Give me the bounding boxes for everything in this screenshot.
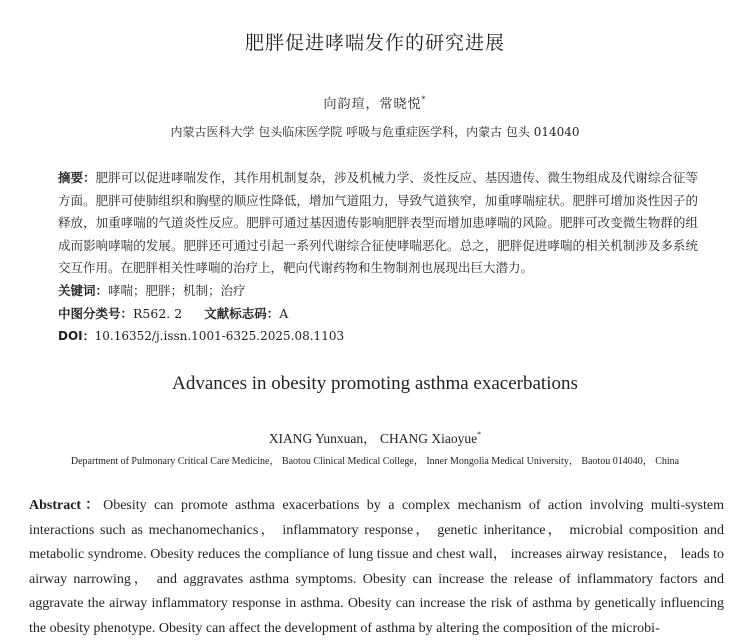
clc-label: 中图分类号： bbox=[58, 306, 134, 321]
keywords-label: 关键词： bbox=[58, 283, 109, 298]
english-author-names: XIANG Yunxuan， CHANG Xiaoyue bbox=[268, 431, 478, 446]
corresponding-author-mark: * bbox=[421, 95, 427, 104]
keywords-value: 哮喘；肥胖；机制；治疗 bbox=[108, 283, 246, 298]
classification-line bbox=[58, 305, 288, 323]
chinese-author-names: 向韵瑄，常晓悦 bbox=[323, 97, 422, 112]
english-affiliation: Department of Pulmonary Critical Care Medicine， Baotou Clinical Medical College， Inner Mongolia Medical University， Baotou 014040， China bbox=[70, 456, 680, 467]
doi-value[interactable]: 10.16352/j.issn.1001-6325.2025.08.1103 bbox=[94, 329, 345, 343]
chinese-keywords bbox=[58, 282, 246, 300]
chinese-title: 肥胖促进哮喘发作的研究进展 bbox=[244, 32, 505, 54]
chinese-authors bbox=[0, 93, 750, 112]
english-corresponding-mark: * bbox=[477, 430, 482, 439]
doi-label: DOI： bbox=[58, 329, 95, 343]
english-abstract bbox=[29, 494, 724, 642]
chinese-affiliation: 内蒙古医科大学 包头临床医学院 呼吸与危重症医学科，内蒙古 包头 014040 bbox=[170, 125, 580, 139]
chinese-abstract bbox=[58, 167, 698, 280]
english-title: Advances in obesity promoting asthma exacerbations bbox=[172, 373, 578, 394]
doc-code-value: A bbox=[279, 306, 289, 321]
chinese-abstract-label: 摘要： bbox=[58, 170, 96, 185]
doi-line bbox=[58, 327, 344, 345]
clc-value: R562. 2 bbox=[133, 306, 183, 321]
english-abstract-text: Obesity can promote asthma exacerbations by a complex mechanism of action involving multi-system interactions such as mechanomechanics， inflammatory response， genetic inheritance， microbial composition and metabolic syndrome. Obesity reduces the compliance of lung tissue and chest wall， increases airway resistance， leads to airway narrowing， and aggravates asthma symptoms. Obesity can increase the release of inflammatory factors and aggravate the airway inflammatory response in asthma. Obesity can increase the risk of asthma by genetically influencing the obesity phenotype. Obesity can affect the development of asthma by altering the composition of the microbi- bbox=[29, 498, 724, 636]
doc-code-label: 文献标志码： bbox=[204, 306, 280, 321]
chinese-abstract-text: 肥胖可以促进哮喘发作，其作用机制复杂，涉及机械力学、炎性反应、基因遗传、微生物组成及代谢综合征等方面。肥胖可使肺组织和胸壁的顺应性降低，增加气道阻力，导致气道狭窄，加重哮喘症状。肥胖可增加炎性因子的释放，加重哮喘的气道炎性反应。肥胖可通过基因遗传影响肥胖表型而增加患哮喘的风险。肥胖可改变微生物群的组成而影响哮喘的发展。肥胖还可通过引起一系列代谢综合征使哮喘恶化。总之，肥胖促进哮喘的相关机制涉及多系统交互作用。在肥胖相关性哮喘的治疗上，靶向代谢药物和生物制剂也展现出巨大潜力。 bbox=[58, 170, 698, 275]
english-abstract-label: Abstract： bbox=[29, 498, 104, 513]
english-authors bbox=[0, 427, 750, 447]
